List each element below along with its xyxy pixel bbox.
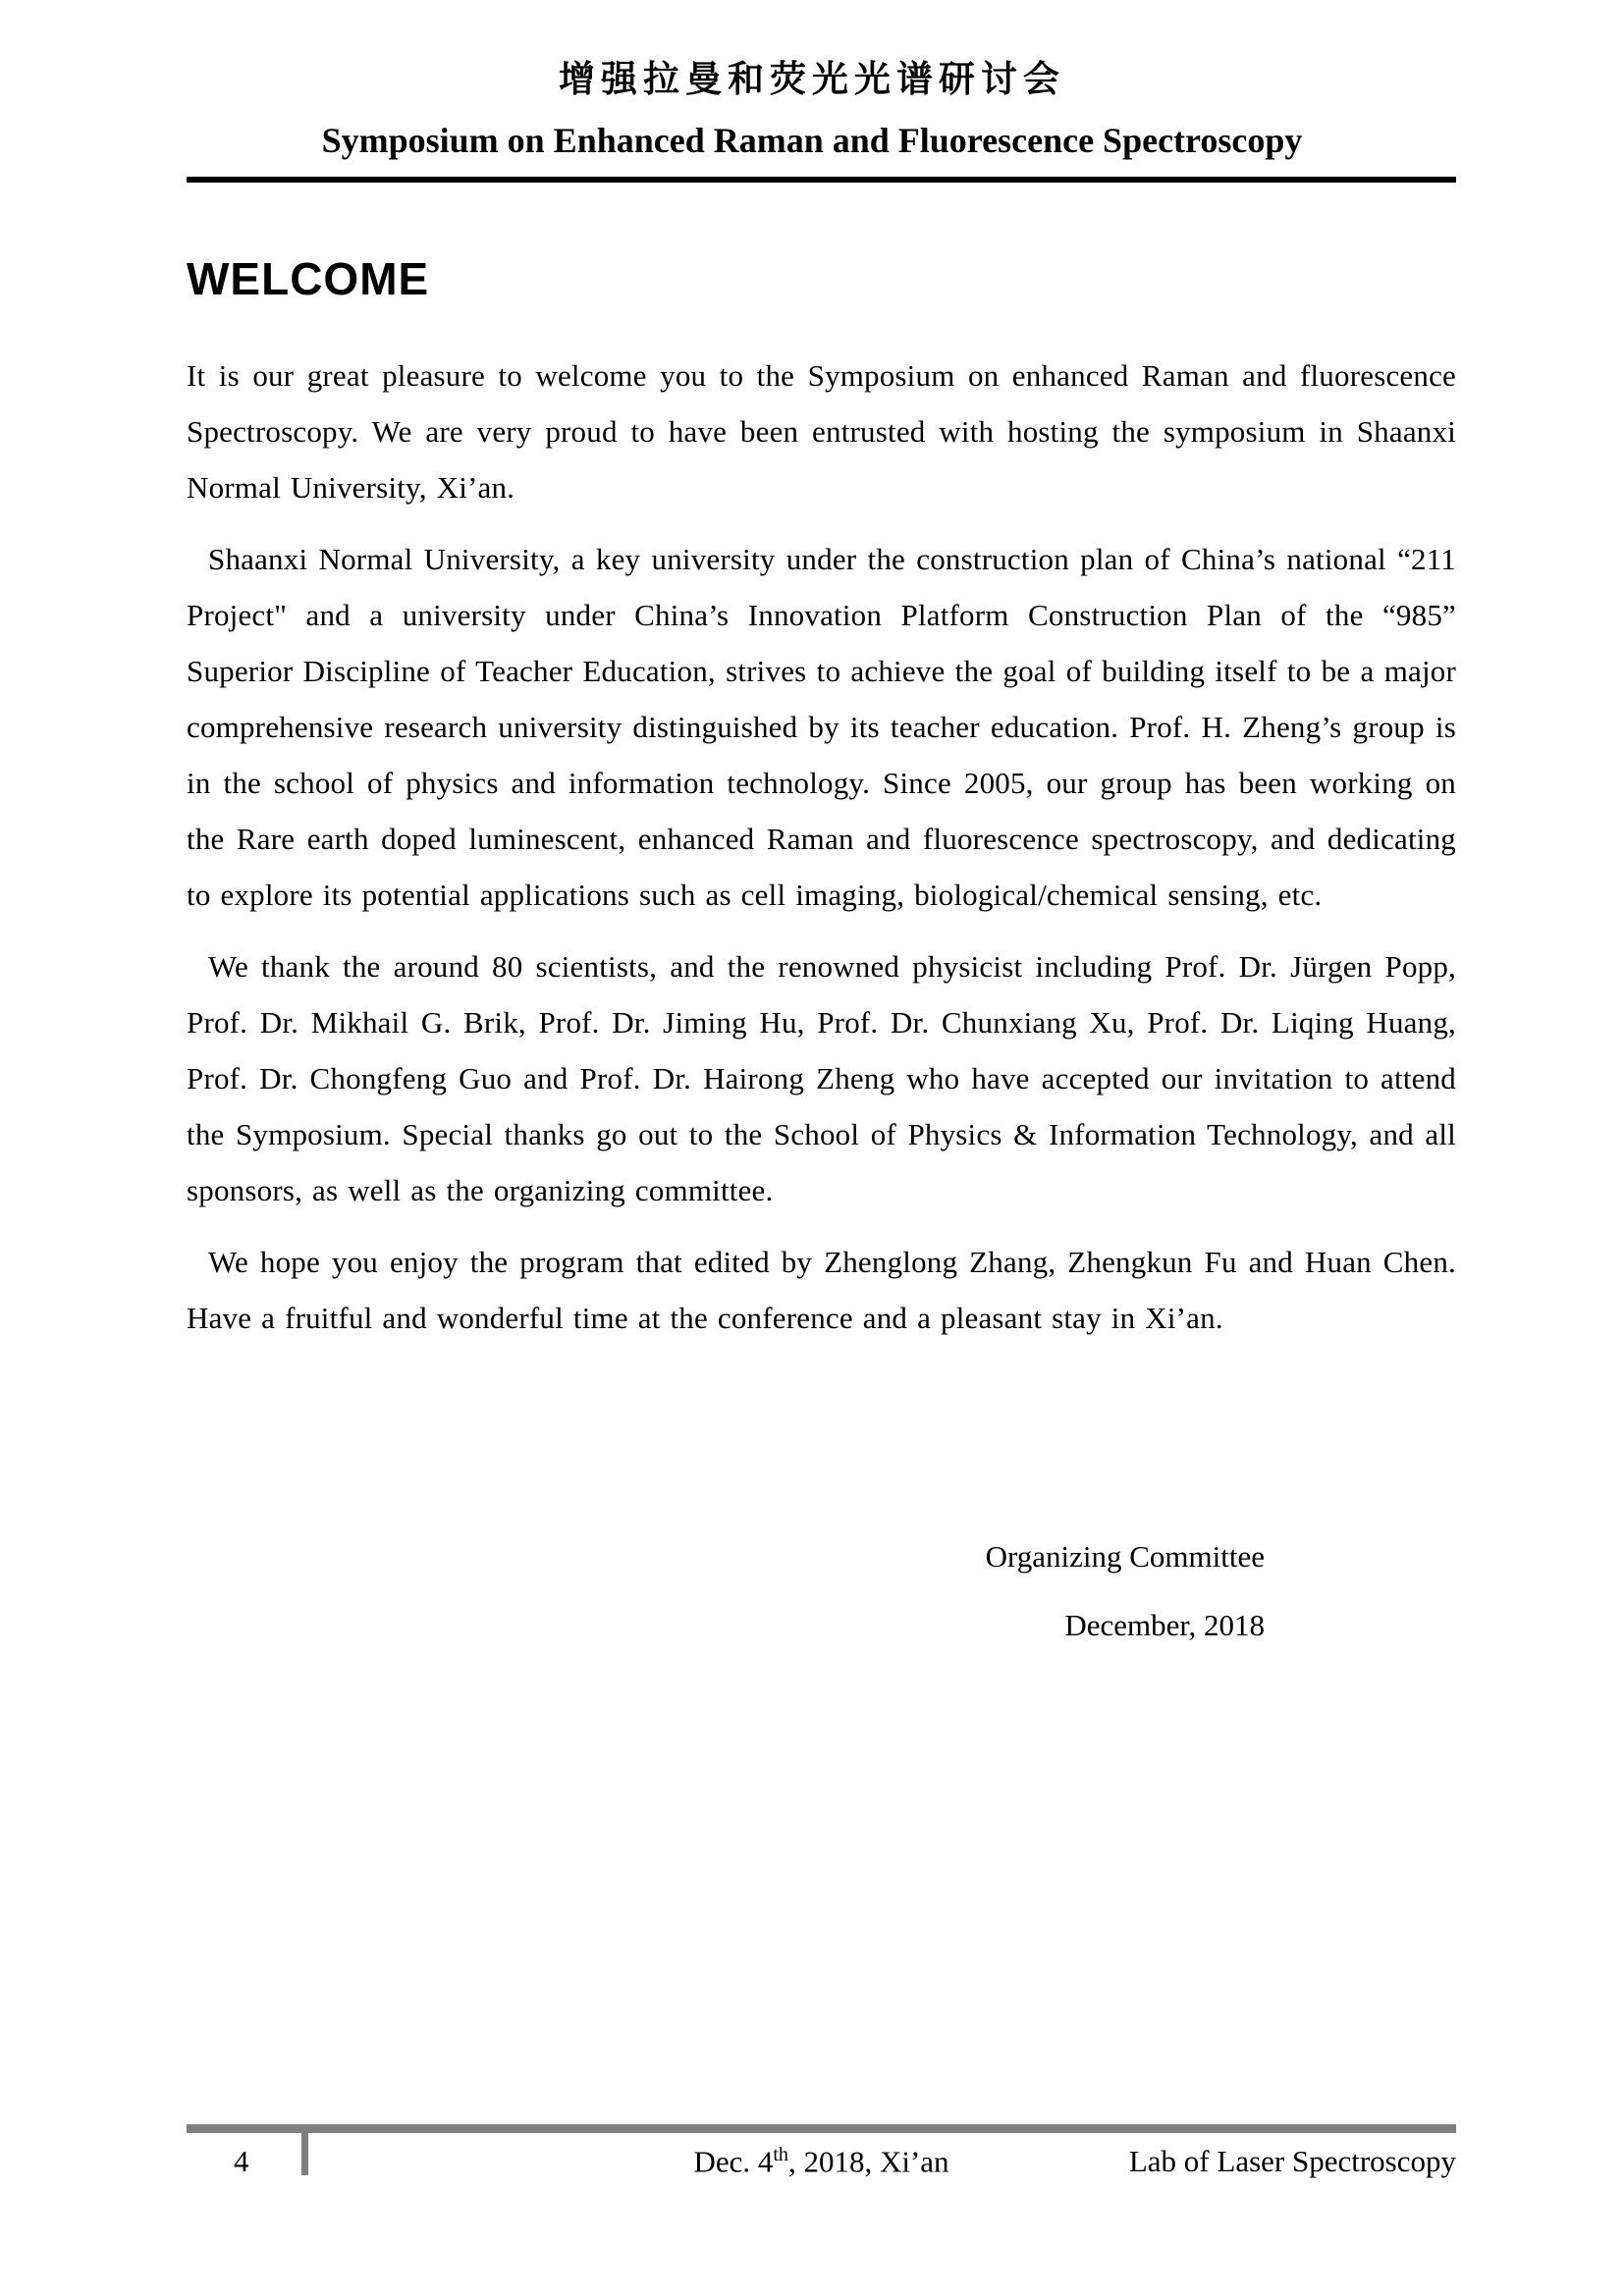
header-title-english: Symposium on Enhanced Raman and Fluorescence Spectroscopy	[321, 121, 1303, 160]
footer-bar	[187, 2124, 1456, 2133]
header-rule	[187, 177, 1456, 183]
header-title-chinese: 增强拉曼和荧光光谱研讨会	[559, 60, 1065, 100]
page-header	[0, 0, 1624, 183]
welcome-heading: WELCOME	[187, 253, 430, 304]
footer-divider	[301, 2124, 308, 2175]
footer-date-superscript: th	[773, 2144, 788, 2165]
footer-page-number: 4	[234, 2144, 249, 2179]
footer-row	[187, 2133, 1456, 2183]
paragraph-university-description: Shaanxi Normal University, a key university under the construction plan of China’s national “211 Project" and a university under China’s Innovation Platform Construction Plan of the “985” Superior Discipline of Teacher Education, strives to achieve the goal of building itself to be a major comprehensive research university distinguished by its teacher education. Prof. H. Zheng’s group is in the school of physics and information technology. Since 2005, our group has been working on the Rare earth doped luminescent, enhanced Raman and fluorescence spectroscopy, and dedicating to explore its potential applications such as cell imaging, biological/chemical sensing, etc.	[187, 542, 1456, 912]
signature-block	[187, 1522, 1456, 1660]
page-content	[0, 251, 1624, 1660]
signature-committee: Organizing Committee	[985, 1539, 1265, 1574]
footer-lab-text: Lab of Laser Spectroscopy	[1128, 2144, 1456, 2179]
paragraph-thanks-scientists: We thank the around 80 scientists, and the renowned physicist including Prof. Dr. Jürgen Popp, Prof. Dr. Mikhail G. Brik, Prof. Dr. Jiming Hu, Prof. Dr. Chunxiang Xu, Prof. Dr. Liqing Huang, Prof. Dr. Chongfeng Guo and Prof. Dr. Hairong Zheng who have accepted our invitation to attend the Symposium. Special thanks go out to the School of Physics & Information Technology, and all sponsors, as well as the organizing committee.	[187, 949, 1456, 1207]
paragraph-welcome-intro: It is our great pleasure to welcome you to the Symposium on enhanced Raman and fluorescence Spectroscopy. We are very proud to have been entrusted with hosting the symposium in Shaanxi Normal University, Xi’an.	[187, 358, 1456, 505]
signature-date: December, 2018	[1064, 1608, 1265, 1642]
page-footer	[187, 2124, 1456, 2183]
footer-date-prefix: Dec. 4	[693, 2144, 774, 2179]
paragraph-program-editors: We hope you enjoy the program that edited by Zhenglong Zhang, Zhengkun Fu and Huan Chen. Have a fruitful and wonderful time at the conference and a pleasant stay in Xi’an.	[187, 1245, 1456, 1335]
footer-date	[693, 2133, 948, 2183]
footer-date-suffix: , 2018, Xi’an	[787, 2144, 949, 2179]
